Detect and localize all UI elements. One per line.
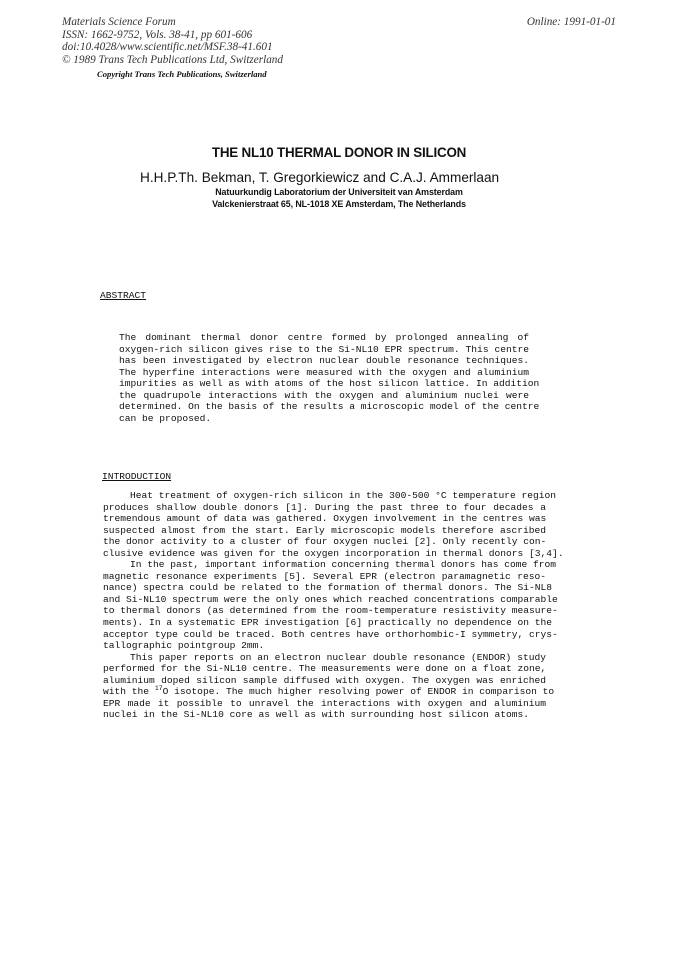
abstract-line: The hyperfine interactions were measured with the oxygen and aluminium (119, 366, 529, 378)
abstract-line: has been investigated by electron nuclear double resonance techniques. (119, 355, 529, 367)
paper-title: THE NL10 THERMAL DONOR IN SILICON (211, 145, 467, 160)
introduction-line: EPR made it possible to unravel the interactions with oxygen and aluminium (103, 697, 546, 709)
introduction-line: nance) spectra could be related to the formation of thermal donors. The Si-NL8 (103, 582, 553, 594)
introduction-line: to thermal donors (as determined from the room-temperature resistivity measure- (103, 605, 558, 617)
introduction-line: suspected almost from the start. Early microscopic models therefore ascribed (103, 524, 546, 536)
introduction-line: ments). In a systematic EPR investigation [6] practically no dependence on the (103, 617, 553, 629)
introduction-line: the donor activity to a cluster of four oxygen nuclei [2]. Only recently con- (103, 536, 547, 548)
doi-line: doi:10.4028/www.scientific.net/MSF.38-41.601 (62, 41, 273, 54)
abstract-heading: ABSTRACT (100, 290, 147, 301)
introduction-line: aluminium doped silicon sample diffused with oxygen. The oxygen was enriched (103, 674, 546, 686)
publication-metadata (62, 16, 283, 66)
introduction-line: Heat treatment of oxygen-rich silicon in the 300-500 °C temperature region (130, 490, 557, 501)
issn-line: ISSN: 1662-9752, Vols. 38-41, pp 601-606 (62, 28, 253, 41)
abstract-line: The dominant thermal donor centre formed by prolonged annealing of (119, 332, 529, 343)
journal-name: Materials Science Forum (62, 16, 176, 28)
introduction-line: This paper reports on an electron nuclear double resonance (ENDOR) study (130, 651, 546, 663)
publisher-line: © 1989 Trans Tech Publications Ltd, Switzerland (62, 53, 283, 66)
abstract-body (119, 332, 540, 424)
introduction-body (103, 490, 564, 721)
isotope-line-suffix: O isotope. The much higher resolving power of ENDOR in comparison to (162, 686, 555, 698)
abstract-line: impurities as well as with atoms of the host silicon lattice. In addition (119, 378, 540, 390)
abstract-line: determined. On the basis of the results a microscopic model of the centre (119, 401, 540, 413)
abstract-line: the quadrupole interactions with the oxygen and aluminium nuclei were (119, 389, 529, 401)
introduction-line: performed for the Si-NL10 centre. The measurements were done on a float zone, (103, 663, 547, 675)
introduction-line: and Si-NL10 spectrum were the only ones which reached concentrations comparable (103, 593, 558, 605)
introduction-line: tremendous amount of data was gathered. Oxygen involvement in the centres was (103, 513, 547, 525)
introduction-heading: INTRODUCTION (102, 471, 172, 482)
abstract-line: can be proposed. (119, 412, 212, 424)
paper-authors: H.H.P.Th. Bekman, T. Gregorkiewicz and C.A.J. Ammerlaan (140, 170, 500, 185)
introduction-line: magnetic resonance experiments [5]. Several EPR (electron paramagnetic reso- (103, 570, 546, 582)
affiliation-line-1: Natuurkundig Laboratorium der Universiteit van Amsterdam (215, 187, 463, 197)
introduction-line: nuclei in the Si-NL10 core as well as with surrounding host silicon atoms. (103, 709, 530, 721)
isotope-mass-number: 17 (154, 685, 163, 693)
copyright-notice: Copyright Trans Tech Publications, Switzerland (97, 69, 267, 79)
introduction-line: In the past, important information concerning thermal donors has come from (130, 559, 557, 571)
online-date: Online: 1991-01-01 (526, 16, 616, 28)
introduction-line: produces shallow double donors [1]. During the past three to four decades a (103, 501, 546, 513)
introduction-line: acceptor type could be traced. Both centres have orthorhombic-I symmetry, crys- (103, 628, 558, 640)
affiliation-line-2: Valckenierstraat 65, NL-1018 XE Amsterdam, The Netherlands (212, 199, 466, 209)
isotope-line-prefix: with the (103, 686, 155, 698)
introduction-line-isotope (103, 685, 555, 698)
introduction-line: clusive evidence was given for the oxygen incorporation in thermal donors [3,4]. (103, 547, 564, 559)
abstract-line: oxygen-rich silicon gives rise to the Si-NL10 EPR spectrum. This centre (119, 343, 529, 355)
introduction-line: tallographic pointgroup 2mm. (103, 640, 265, 652)
